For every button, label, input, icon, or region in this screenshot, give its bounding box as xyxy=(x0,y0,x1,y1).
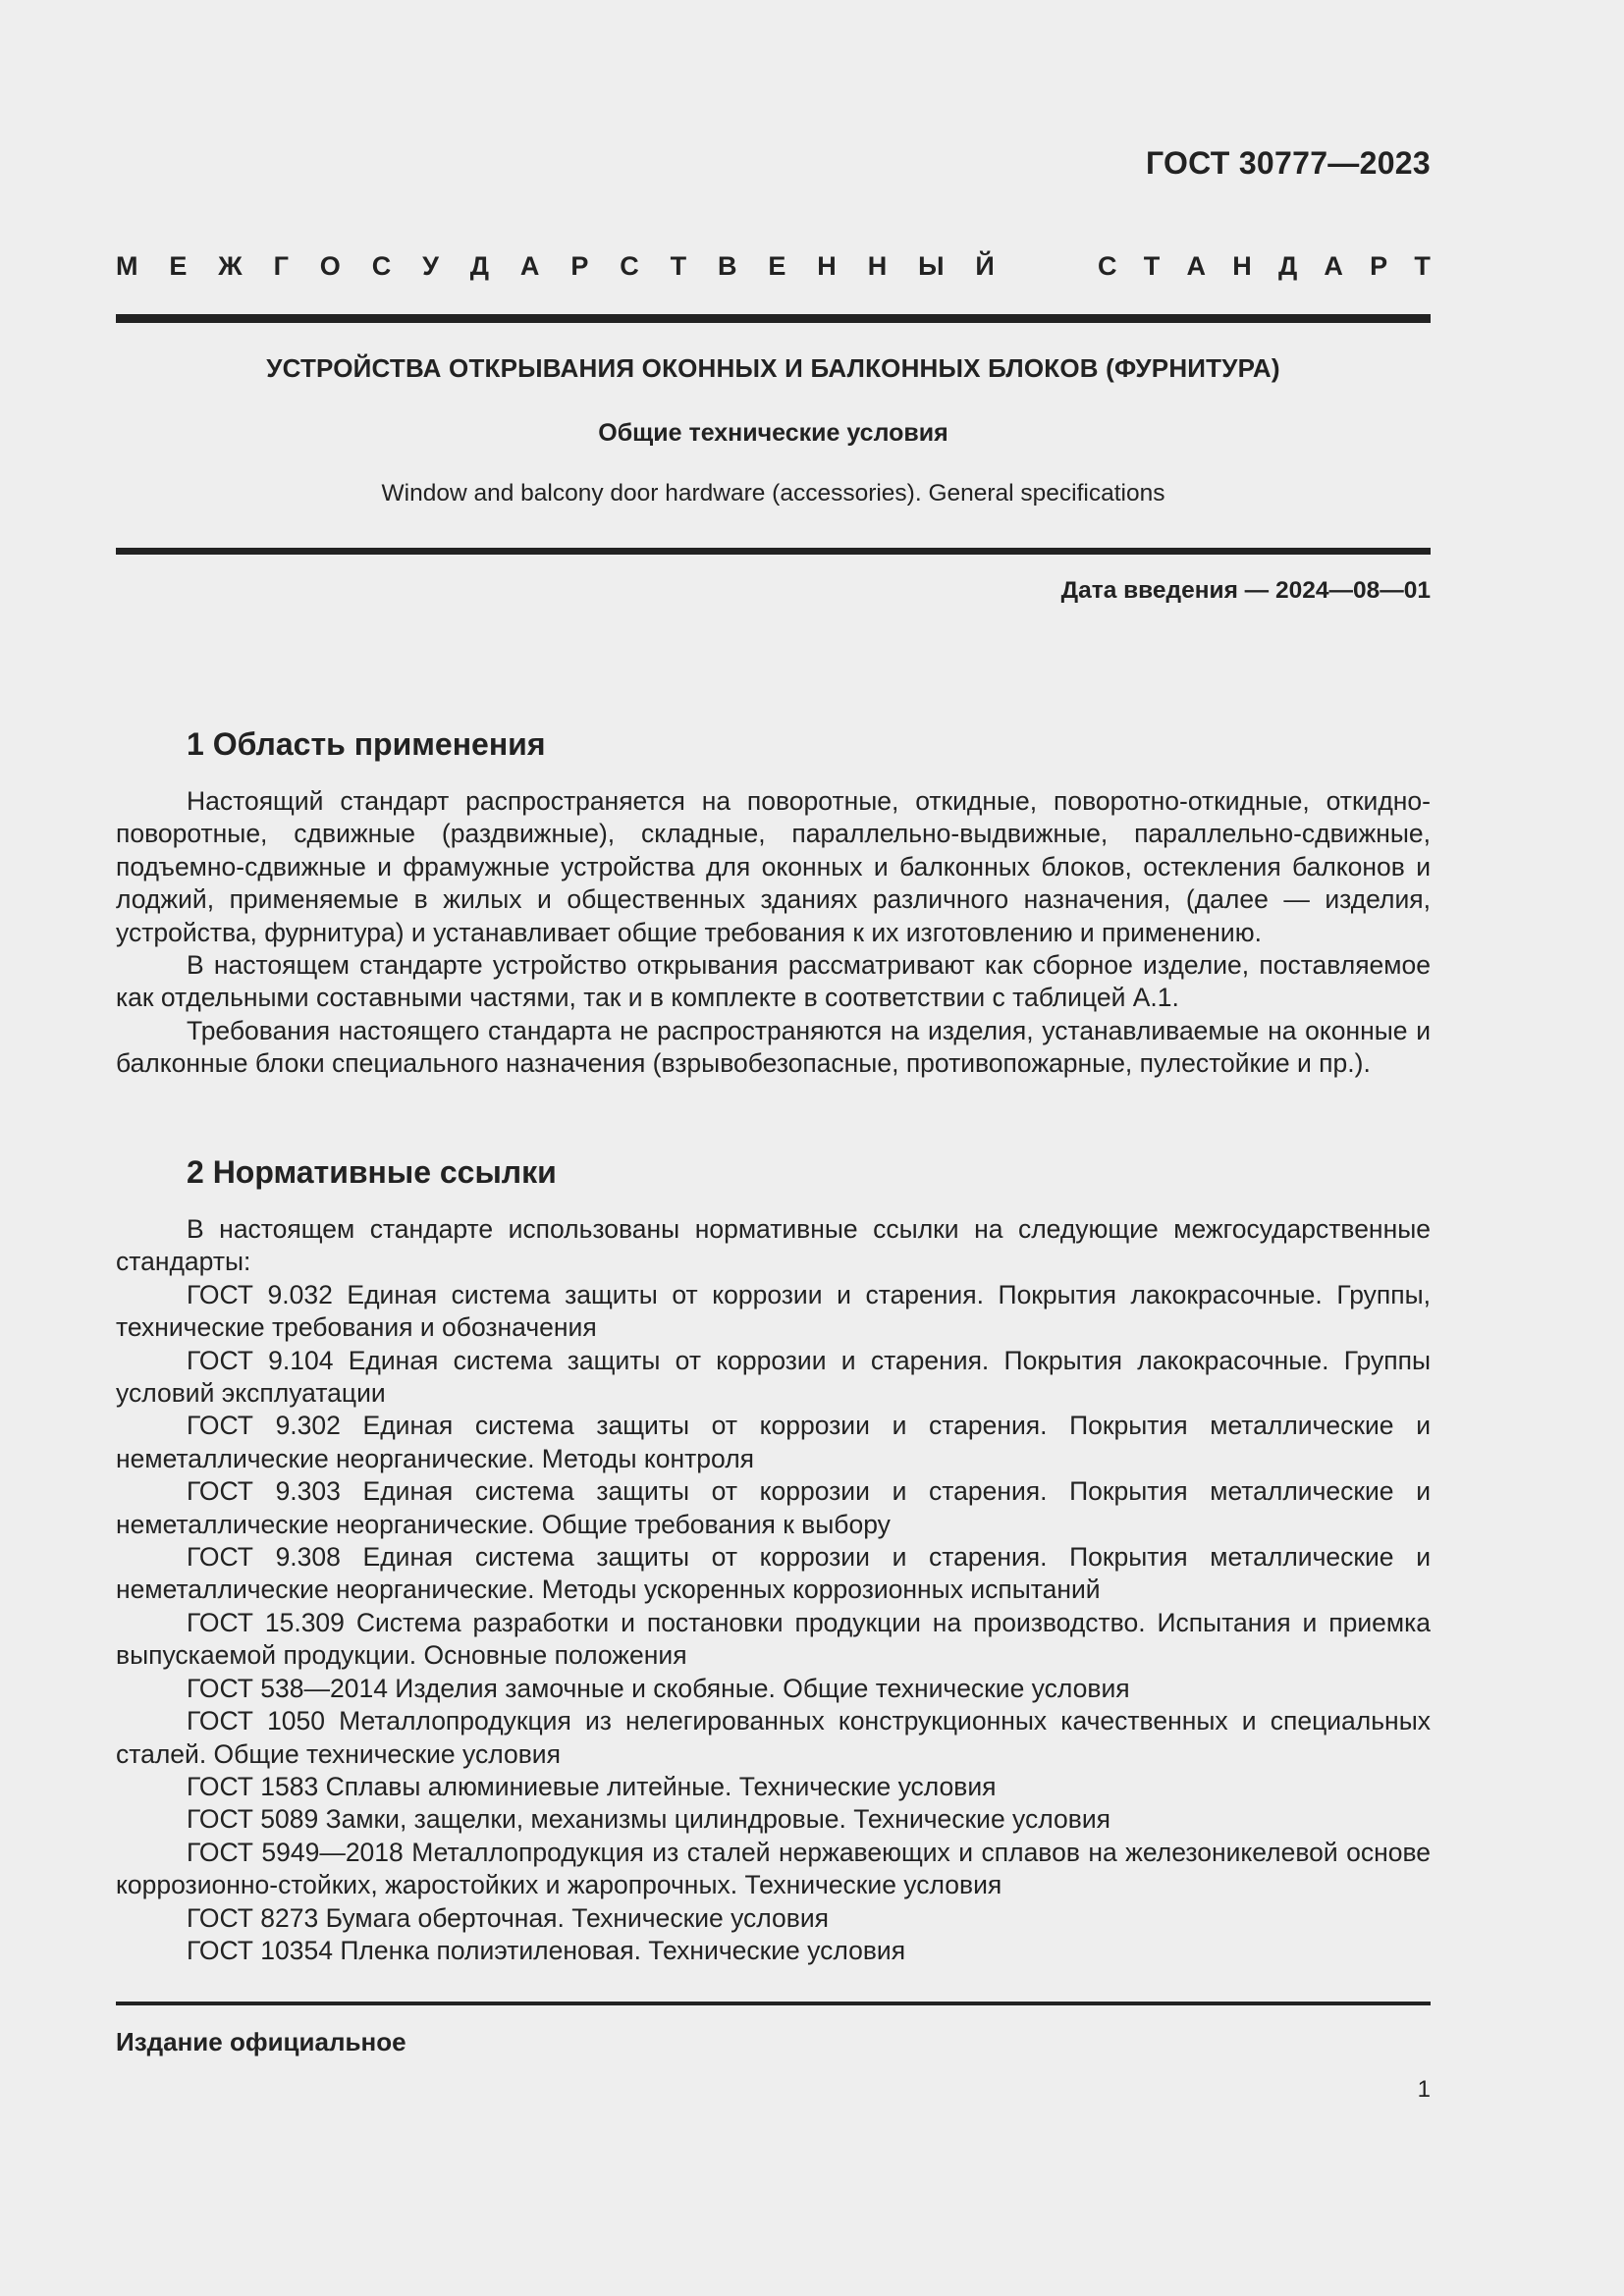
official-edition-label: Издание официальное xyxy=(116,2027,406,2056)
letter: Т xyxy=(1414,251,1431,281)
title-rule xyxy=(116,548,1431,555)
reference-item: ГОСТ 5089 Замки, защелки, механизмы цилиндровые. Технические условия xyxy=(187,1804,1110,1835)
letter: С xyxy=(620,251,639,281)
interstate-standard-label xyxy=(116,251,1431,282)
letter: С xyxy=(371,251,392,281)
reference-item: ГОСТ 9.308 Единая система защиты от коррозии и старения. Покрытия металлические и неметаллические неорганические. Методы ускоренных коррозионных испытаний xyxy=(116,1542,1431,1605)
reference-item: ГОСТ 9.302 Единая система защиты от коррозии и старения. Покрытия металлические и неметаллические неорганические. Методы контроля xyxy=(116,1411,1431,1473)
letter: А xyxy=(1186,251,1206,281)
document-subtitle: Общие технические условия xyxy=(598,419,948,447)
paragraph: В настоящем стандарте устройство открывания рассматривают как сборное изделие, поставляемое как отдельными составными частями, так и в комплекте в соответствии с таблицей А.1. xyxy=(116,950,1431,1013)
reference-item: ГОСТ 8273 Бумага оберточная. Технические условия xyxy=(187,1902,830,1933)
letter: Т xyxy=(1143,251,1161,281)
letter: А xyxy=(1324,251,1343,281)
letter: Н xyxy=(867,251,888,281)
letter: Т xyxy=(670,251,687,281)
reference-item: ГОСТ 538—2014 Изделия замочные и скобяные. Общие технические условия xyxy=(187,1673,1130,1703)
letter: Н xyxy=(817,251,837,281)
letter: А xyxy=(519,251,540,281)
letter: Р xyxy=(570,251,589,281)
paragraph: Требования настоящего стандарта не распространяются на изделия, устанавливаемые на оконные и балконные блоки специального назначения (взрывобезопасные, противопожарные, пулестойкие и пр.). xyxy=(116,1015,1431,1079)
doc-number: ГОСТ 30777—2023 xyxy=(1145,145,1431,181)
page-number: 1 xyxy=(1417,2076,1431,2103)
interstate-word xyxy=(116,251,995,282)
section-references-body xyxy=(116,1213,1431,1967)
letter: С xyxy=(1098,251,1117,281)
letter: У xyxy=(422,251,439,281)
letter: М xyxy=(116,251,138,281)
reference-item: ГОСТ 9.104 Единая система защиты от коррозии и старения. Покрытия лакокрасочные. Группы условий эксплуатации xyxy=(116,1345,1431,1409)
letter: Ы xyxy=(918,251,945,281)
letter: Й xyxy=(975,251,995,281)
reference-item: ГОСТ 15.309 Система разработки и постановки продукции на производство. Испытания и приемка выпускаемой продукции. Основные положения xyxy=(116,1607,1431,1671)
section-scope-body xyxy=(116,785,1431,1081)
letter: О xyxy=(319,251,341,281)
letter: Н xyxy=(1232,251,1252,281)
letter: Е xyxy=(169,251,188,281)
letter: Д xyxy=(1277,251,1298,281)
letter: В xyxy=(718,251,737,281)
reference-item: ГОСТ 9.303 Единая система защиты от коррозии и старения. Покрытия металлические и неметаллические неорганические. Общие требования к выбору xyxy=(116,1476,1431,1539)
section-heading-references: 2 Нормативные ссылки xyxy=(187,1154,557,1190)
paragraph: Настоящий стандарт распространяется на поворотные, откидные, поворотно-откидные, откидно-поворотные, сдвижные (раздвижные), складные, параллельно-выдвижные, параллельно-сдвижные, подъемно-сдвижные и фрамужные устройства для оконных и балконных блоков, остекления балконов и лоджий, применяемые в жилых и общественных зданиях различного назначения, (далее — изделия, устройства, фурнитура) и устанавливает общие требования к их изготовлению и применению. xyxy=(116,786,1431,947)
introduction-date: Дата введения — 2024—08—01 xyxy=(1060,577,1431,604)
letter: Д xyxy=(469,251,490,281)
letter: Г xyxy=(273,251,289,281)
reference-item: ГОСТ 1050 Металлопродукция из нелегированных конструкционных качественных и специальных сталей. Общие технические условия xyxy=(116,1706,1431,1769)
footer-rule xyxy=(116,2002,1431,2005)
english-title: Window and balcony door hardware (accessories). General specifications xyxy=(381,480,1165,507)
letter: Ж xyxy=(218,251,243,281)
top-rule xyxy=(116,314,1431,323)
section-heading-scope: 1 Область применения xyxy=(187,726,546,762)
reference-item: ГОСТ 5949—2018 Металлопродукция из сталей нержавеющих и сплавов на железоникелевой основе коррозионно-стойких, жаростойких и жаропрочных. Технические условия xyxy=(116,1837,1431,1900)
reference-item: ГОСТ 1583 Сплавы алюминиевые литейные. Технические условия xyxy=(187,1771,997,1801)
standard-word xyxy=(1098,251,1431,282)
paragraph: В настоящем стандарте использованы нормативные ссылки на следующие межгосударственные стандарты: xyxy=(116,1214,1431,1277)
letter: Е xyxy=(768,251,786,281)
letter: Р xyxy=(1370,251,1388,281)
reference-item: ГОСТ 10354 Пленка полиэтиленовая. Технические условия xyxy=(187,1935,906,1965)
reference-item: ГОСТ 9.032 Единая система защиты от коррозии и старения. Покрытия лакокрасочные. Группы, технические требования и обозначения xyxy=(116,1279,1431,1343)
document-title: УСТРОЙСТВА ОТКРЫВАНИЯ ОКОННЫХ И БАЛКОННЫХ БЛОКОВ (ФУРНИТУРА) xyxy=(266,353,1280,383)
